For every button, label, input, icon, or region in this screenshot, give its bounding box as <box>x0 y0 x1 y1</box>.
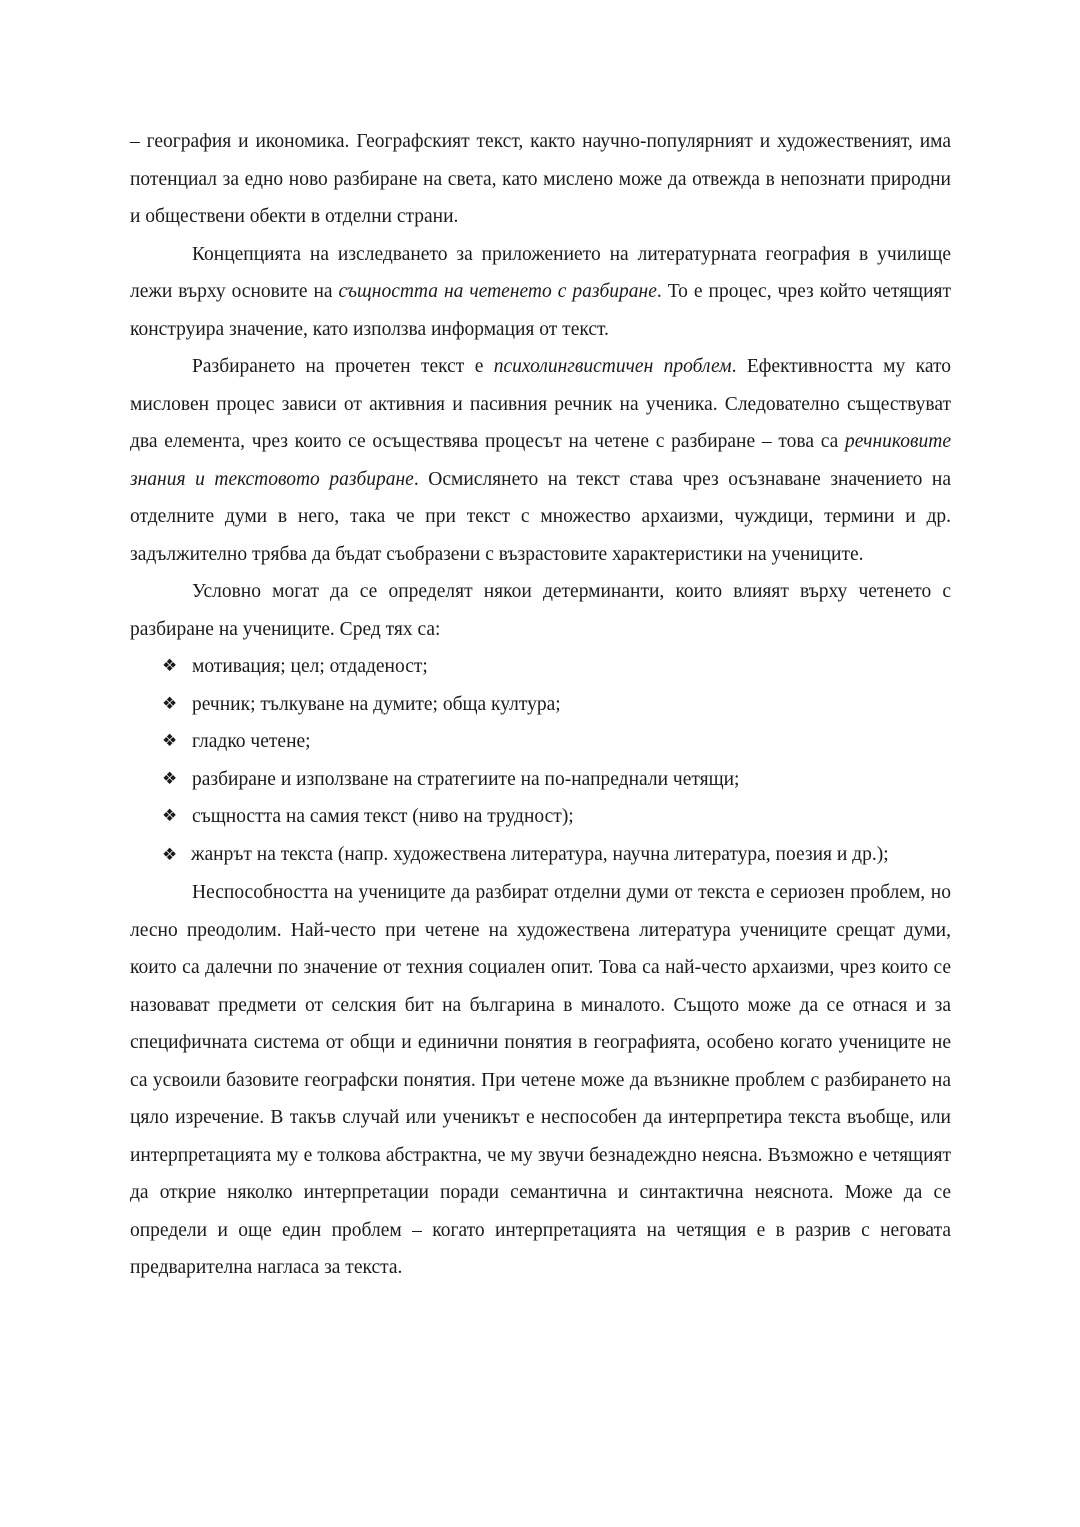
list-item-text: гладко четене; <box>192 731 311 752</box>
paragraph-3-emphasis-1: психолингвистичен проблем <box>493 356 732 377</box>
list-item-text: мотивация; цел; отдаденост; <box>192 656 428 677</box>
list-item-text: речник; тълкуване на думите; обща култура; <box>192 693 561 715</box>
list-item-text: същността на самия текст (ниво на трудност); <box>192 806 574 827</box>
list-item <box>130 836 951 875</box>
paragraph-2-text-a: Концепцията на изследването за приложението на литературната география в училище лежи върху основите на <box>130 243 951 302</box>
list-item <box>130 686 951 724</box>
diamond-bullet-icon: ❖ <box>162 768 178 789</box>
paragraph-2 <box>130 236 951 349</box>
paragraph-3 <box>130 348 951 573</box>
paragraph-4: Условно могат да се определят някои детерминанти, които влияят върху четенето с разбиране на учениците. Сред тях са: <box>130 581 951 640</box>
list-item <box>130 798 951 836</box>
paragraph-2-text-c: . То е процес, чрез който четящият конструира значение, като използва информация от текст. <box>130 281 952 340</box>
list-item <box>130 648 951 686</box>
paragraph-3-text-c: . Ефективността му като мисловен процес зависи от активния и пасивния речник на ученика. Следователно съществуват два елемента, чрез които се осъществява процесът на четене с разбиране – това са <box>130 356 951 452</box>
diamond-bullet-icon: ❖ <box>162 656 178 676</box>
paragraph-3-text-e: . Осмислянето на текст става чрез осъзнаване значението на отделните думи в него, така че при текст с множество архаизми, чуждици, термини и др. задължително трябва да бъдат съобразени с възрастовите характеристики на учениците. <box>130 468 951 565</box>
paragraph-2-emphasis: същността на четенето с разбиране <box>338 281 657 302</box>
diamond-bullet-icon: ❖ <box>162 806 178 826</box>
paragraph-3-text-a: Разбирането на прочетен текст е <box>192 356 494 377</box>
diamond-bullet-icon: ❖ <box>162 693 178 714</box>
diamond-bullet-icon: ❖ <box>162 844 178 865</box>
list-item <box>130 723 951 761</box>
document-page <box>130 123 951 1287</box>
diamond-bullet-icon: ❖ <box>162 731 178 751</box>
determinants-list <box>130 648 951 874</box>
paragraph-3-emphasis-2: речниковите знания и текстовото разбиране <box>130 431 951 490</box>
list-item-text: разбиране и използване на стратегиите на по-напреднали четящи; <box>192 768 740 790</box>
paragraph-1: – география и икономика. Географският текст, както научно-популярният и художественият, има потенциал за едно ново разбиране на света, като мислено може да отвежда в непознати природни и обществени обекти в отделни страни. <box>130 131 951 227</box>
paragraph-5: Неспособността на учениците да разбират отделни думи от текста е сериозен проблем, но лесно преодолим. Най-често при четене на художествена литература учениците срещат думи, които са далечни по значение от техния социален опит. Това са най-често архаизми, чрез които се назовават предмети от селския бит на българина в миналото. Същото може да се отнася и за специфичната система от общи и единични понятия в географията, особено когато учениците не са усвоили базовите географски понятия. При четене може да възникне проблем с разбирането на цяло изречение. В такъв случай или ученикът е неспособен да интерпретира текста въобще, или интерпретацията му е толкова абстрактна, че му звучи безнадеждно неясна. Възможно е четящият да открие няколко интерпретации поради семантична и синтактична неяснота. Може да се определи и още един проблем – когато интерпретацията на четящия е в разрив с неговата предварителна нагласа за текста. <box>130 882 951 1278</box>
list-item-text: жанрът на текста (напр. художествена литература, научна литература, поезия и др.); <box>191 843 889 865</box>
list-item <box>130 761 951 799</box>
